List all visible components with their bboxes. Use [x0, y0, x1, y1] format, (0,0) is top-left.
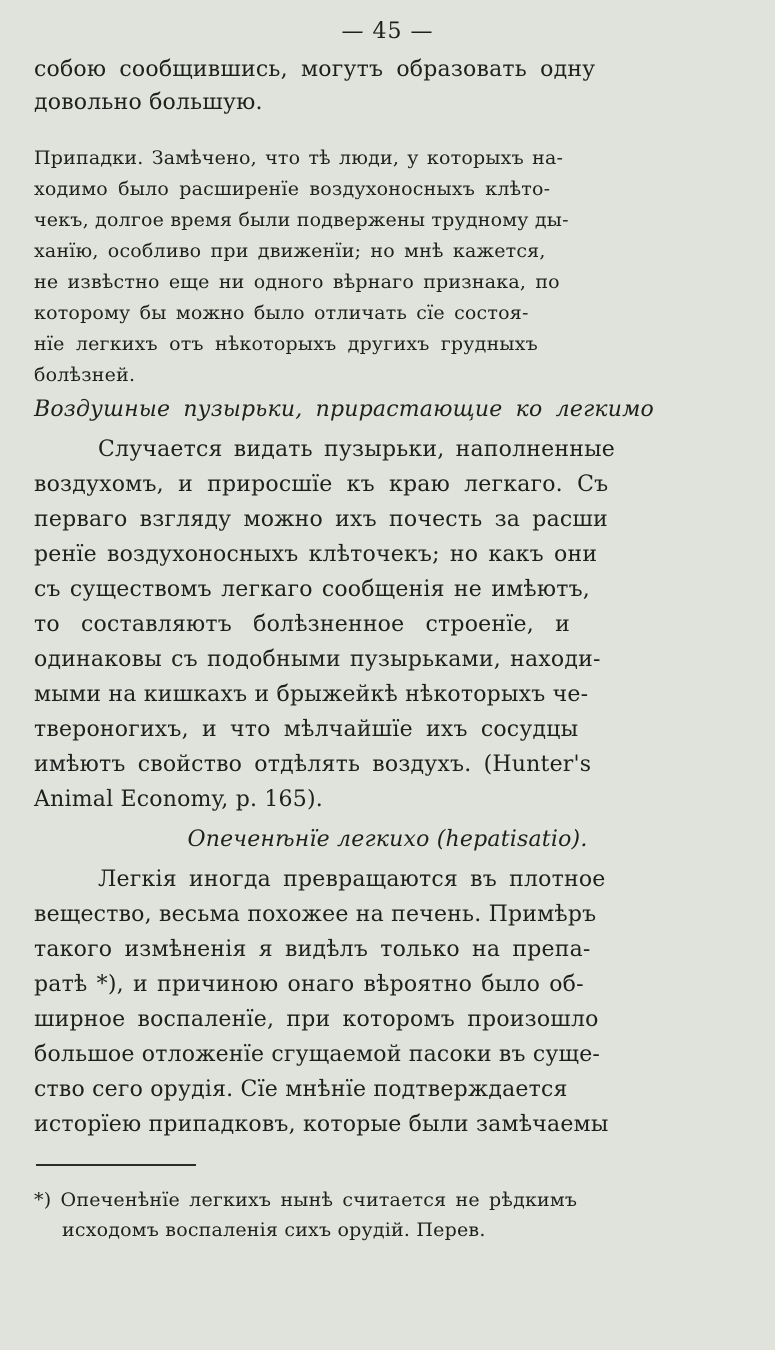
text-line: довольно большую.	[34, 90, 263, 115]
text-line: ратѣ *), и причиною онаго вѣроятно было об-	[34, 972, 584, 997]
page-number: — 45 —	[341, 19, 434, 44]
text-line: не извѣстно еще ни одного вѣрнаго признака, по	[34, 271, 560, 293]
text-line: ханїю, особливо при движенїи; но мнѣ кажется,	[34, 240, 546, 262]
text-line: имѣютъ свойство отдѣлять воздухъ. (Hunter's	[34, 752, 592, 777]
text-line: ходимо было расширенїе воздухоносныхъ клѣто-	[34, 178, 551, 200]
text-line: которому бы можно было отличать сїе состоя-	[34, 302, 529, 324]
text-line: такого измѣненія я видѣлъ только на препа-	[34, 937, 591, 962]
text-line: собою сообщившись, могутъ образовать одну	[34, 57, 596, 82]
text-line: твероногихъ, и что мѣлчайшїе ихъ сосудцы	[34, 717, 579, 742]
section-heading: Опеченѣнїе легкихо (hepatisatio).	[187, 827, 588, 852]
text-line: ширное воспаленїе, при которомъ произошло	[34, 1007, 599, 1032]
text-line: воздухомъ, и приросшїе къ краю легкаго. Съ	[34, 472, 609, 497]
text-line: ренїе воздухоносныхъ клѣточекъ; но какъ они	[34, 542, 598, 567]
footnote-line: *) Опеченѣнїе легкихъ нынѣ считается не рѣдкимъ	[34, 1189, 578, 1211]
text-line: перваго взгляду можно ихъ почесть за расши	[34, 507, 608, 532]
text-line: съ существомъ легкаго сообщенія не имѣютъ,	[34, 577, 590, 602]
text-line: чекъ, долгое время были подвержены трудному ды-	[34, 209, 569, 231]
text-line: Припадки. Замѣчено, что тѣ люди, у которыхъ на-	[34, 147, 564, 169]
text-line: большое отложенїе сгущаемой пасоки въ суще-	[34, 1042, 601, 1067]
text-line: болѣзней.	[34, 364, 136, 386]
text-line: исторїею припадковъ, которые были замѣчаемы	[34, 1112, 609, 1137]
text-line: Легкія иногда превращаются въ плотное	[98, 867, 606, 892]
text-line: одинаковы съ подобными пузырьками, находи-	[34, 647, 601, 672]
text-line: то составляютъ болѣзненное строенїе, и	[34, 612, 570, 637]
text-line: мыми на кишкахъ и брыжейкѣ нѣкоторыхъ че-	[34, 682, 589, 707]
text-line: вещество, весьма похожее на печень. Примѣръ	[34, 902, 597, 927]
text-line: Animal Economy, p. 165).	[34, 787, 323, 812]
section-heading: Воздушные пузырьки, прирастающие ко легкимо	[34, 397, 654, 422]
footnote-divider	[36, 1164, 196, 1166]
text-line: нїе легкихъ отъ нѣкоторыхъ другихъ грудныхъ	[34, 333, 538, 355]
text-line: Случается видать пузырьки, наполненные	[98, 437, 616, 462]
footnote-line: исходомъ воспаленія сихъ орудій. Перев.	[62, 1219, 486, 1241]
text-line: ство сего орудія. Сїе мнѣнїе подтверждается	[34, 1077, 568, 1102]
